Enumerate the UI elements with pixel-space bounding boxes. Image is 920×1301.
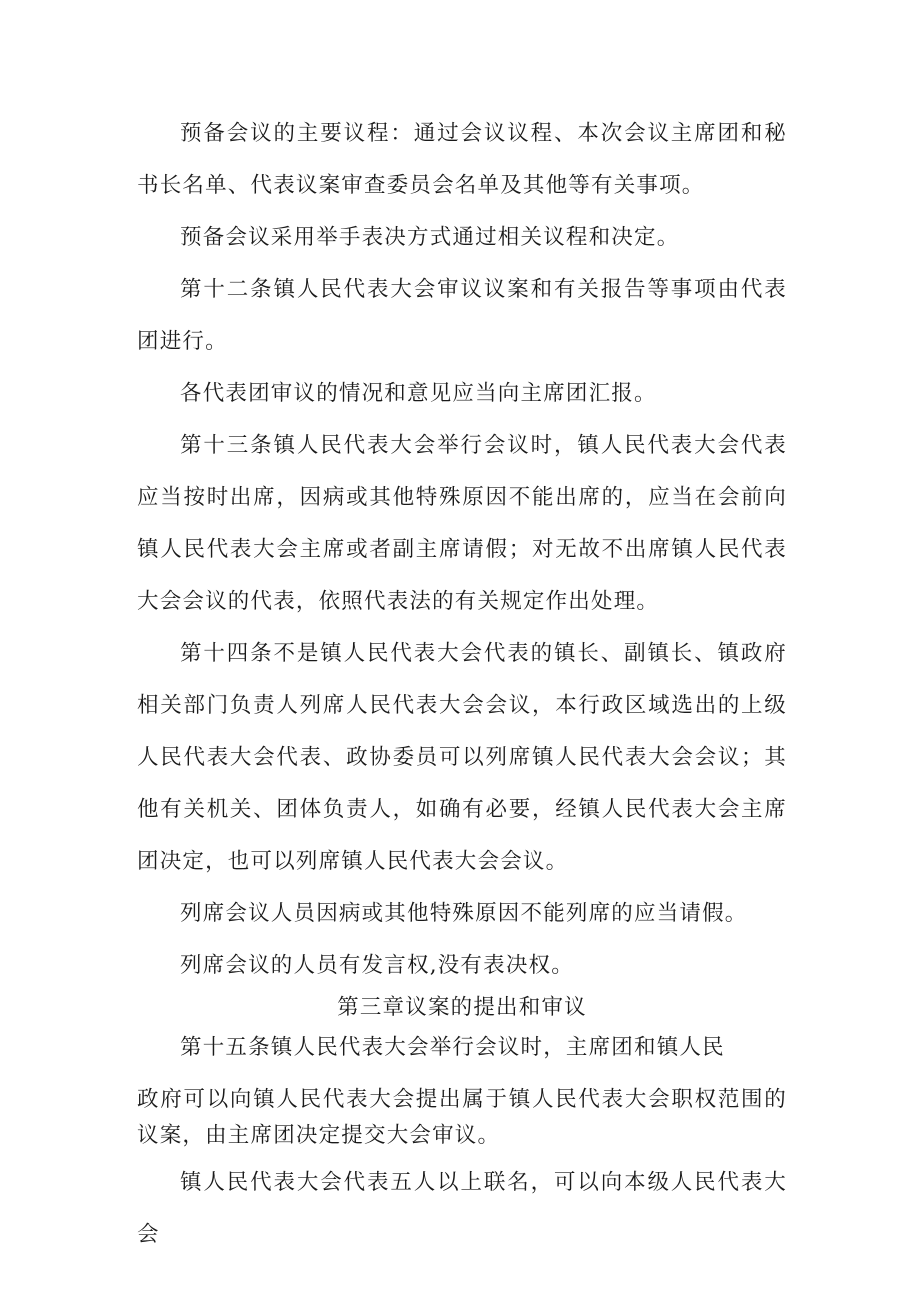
paragraph-article-13: 第十三条镇人民代表大会举行会议时，镇人民代表大会代表应当按时出席，因病或其他特殊原因不能出席的，应当在会前向镇人民代表大会主席或者副主席请假；对无故不出席镇人民代表大会会议的代表，依照代表法的有关规定作出处理。 <box>137 433 787 614</box>
paragraph-article-12: 第十二条镇人民代表大会审议议案和有关报告等事项由代表团进行。 <box>137 277 787 354</box>
paragraph-article-15-line1: 第十五条镇人民代表大会举行会议时，主席团和镇人民 <box>180 1035 725 1060</box>
chapter-heading: 第三章议案的提出和审议 <box>337 995 587 1020</box>
paragraph-preparatory-voting: 预备会议采用举手表决方式通过相关议程和决定。 <box>180 225 680 250</box>
paragraph-article-14: 第十四条不是镇人民代表大会代表的镇长、副镇长、镇政府相关部门负责人列席人民代表大会会议，本行政区域选出的上级人民代表大会代表、政协委员可以列席镇人民代表大会会议；其他有关机关、团体负责人，如确有必要，经镇人民代表大会主席团决定，也可以列席镇人民代表大会会议。 <box>137 641 787 874</box>
paragraph-article-16-start: 镇人民代表大会代表五人以上联名，可以向本级人民代表大会 <box>137 1170 787 1247</box>
paragraph-attendee-leave: 列席会议人员因病或其他特殊原因不能列席的应当请假。 <box>180 901 748 926</box>
paragraph-preparatory-agenda: 预备会议的主要议程：通过会议议程、本次会议主席团和秘书长名单、代表议案审查委员会名单及其他等有关事项。 <box>137 121 787 198</box>
paragraph-article-15-continued: 政府可以向镇人民代表大会提出属于镇人民代表大会职权范围的议案，由主席团决定提交大会审议。 <box>137 1087 787 1148</box>
paragraph-delegation-report: 各代表团审议的情况和意见应当向主席团汇报。 <box>180 381 657 406</box>
paragraph-attendee-rights: 列席会议的人员有发言权,没有表决权。 <box>180 953 574 978</box>
